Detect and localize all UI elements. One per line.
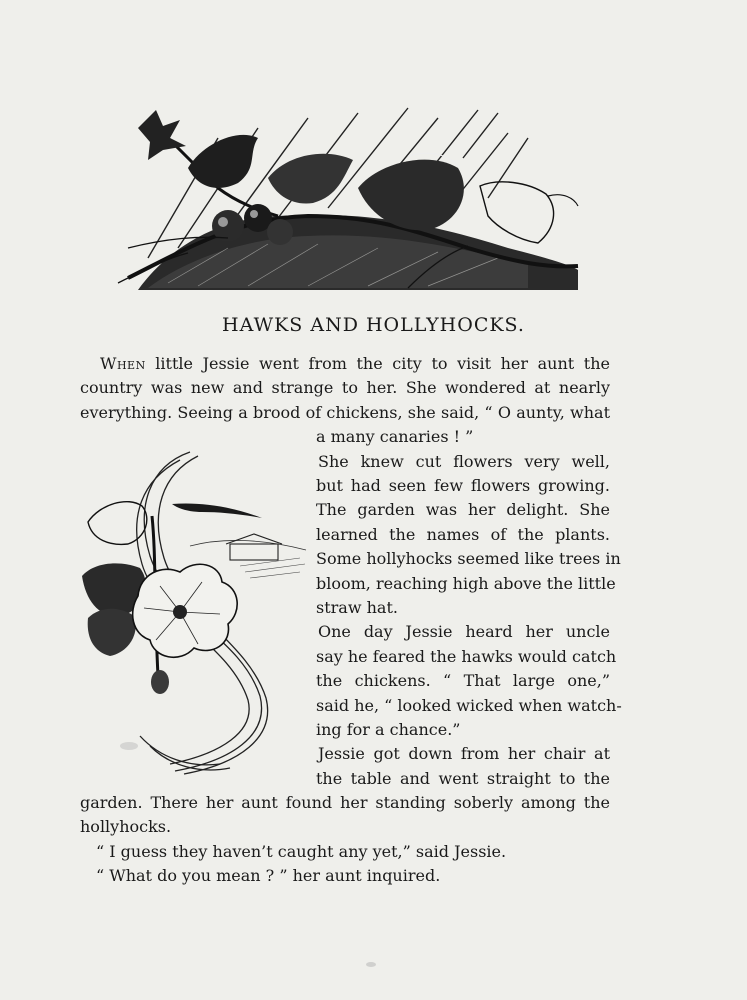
- paragraph-2-line-4: learned the names of the plants.: [316, 525, 610, 544]
- paragraph-4-line-1: Jessie got down from her chair at: [318, 744, 610, 763]
- paragraph-3-line-1: One day Jessie heard her uncle: [318, 622, 610, 641]
- paragraph-4-line-2: the table and went straight to the: [316, 769, 610, 788]
- paragraph-4-line-3: garden. There her aunt found her standing soberly among the: [80, 793, 610, 812]
- hollyhock-engraving-illustration: [80, 446, 310, 776]
- paragraph-1-line-1: [100, 352, 610, 376]
- print-speck: [366, 962, 376, 967]
- paragraph-1-line-2: country was new and strange to her. She wondered at nearly: [80, 378, 610, 397]
- paragraph-2-line-6: bloom, reaching high above the little: [316, 574, 616, 593]
- paragraph-3-line-2: say he feared the hawks would catch: [316, 647, 617, 666]
- paragraph-3-line-3: the chickens. “ That large one,”: [316, 671, 610, 690]
- lead-word: When: [100, 354, 146, 373]
- paragraph-2-line-5: Some hollyhocks seemed like trees in: [316, 549, 621, 568]
- paragraph-4-line-4: hollyhocks.: [80, 817, 172, 836]
- chapter-title: HAWKS AND HOLLYHOCKS.: [222, 314, 525, 336]
- paragraph-2-line-2: but had seen few flowers growing.: [316, 476, 610, 495]
- paragraph-1-line-4: a many canaries ! ”: [316, 427, 474, 446]
- paragraph-3-line-4: said he, “ looked wicked when watch-: [316, 696, 622, 715]
- paragraph-2-line-3: The garden was her delight. She: [316, 500, 610, 519]
- paragraph-3-line-5: ing for a chance.”: [316, 720, 461, 739]
- vine-engraving-illustration: [108, 98, 586, 298]
- paragraph-2-line-1: She knew cut flowers very well,: [318, 452, 610, 471]
- paragraph-1-line-3: everything. Seeing a brood of chickens, she said, “ O aunty, what: [80, 403, 610, 422]
- paragraph-6: “ What do you mean ? ” her aunt inquired.: [96, 866, 441, 885]
- text-span: little Jessie went from the city to visit her aunt the: [155, 354, 610, 373]
- paragraph-5: “ I guess they haven’t caught any yet,” said Jessie.: [96, 842, 507, 861]
- paragraph-2-line-7: straw hat.: [316, 598, 398, 617]
- print-speck: [120, 742, 138, 750]
